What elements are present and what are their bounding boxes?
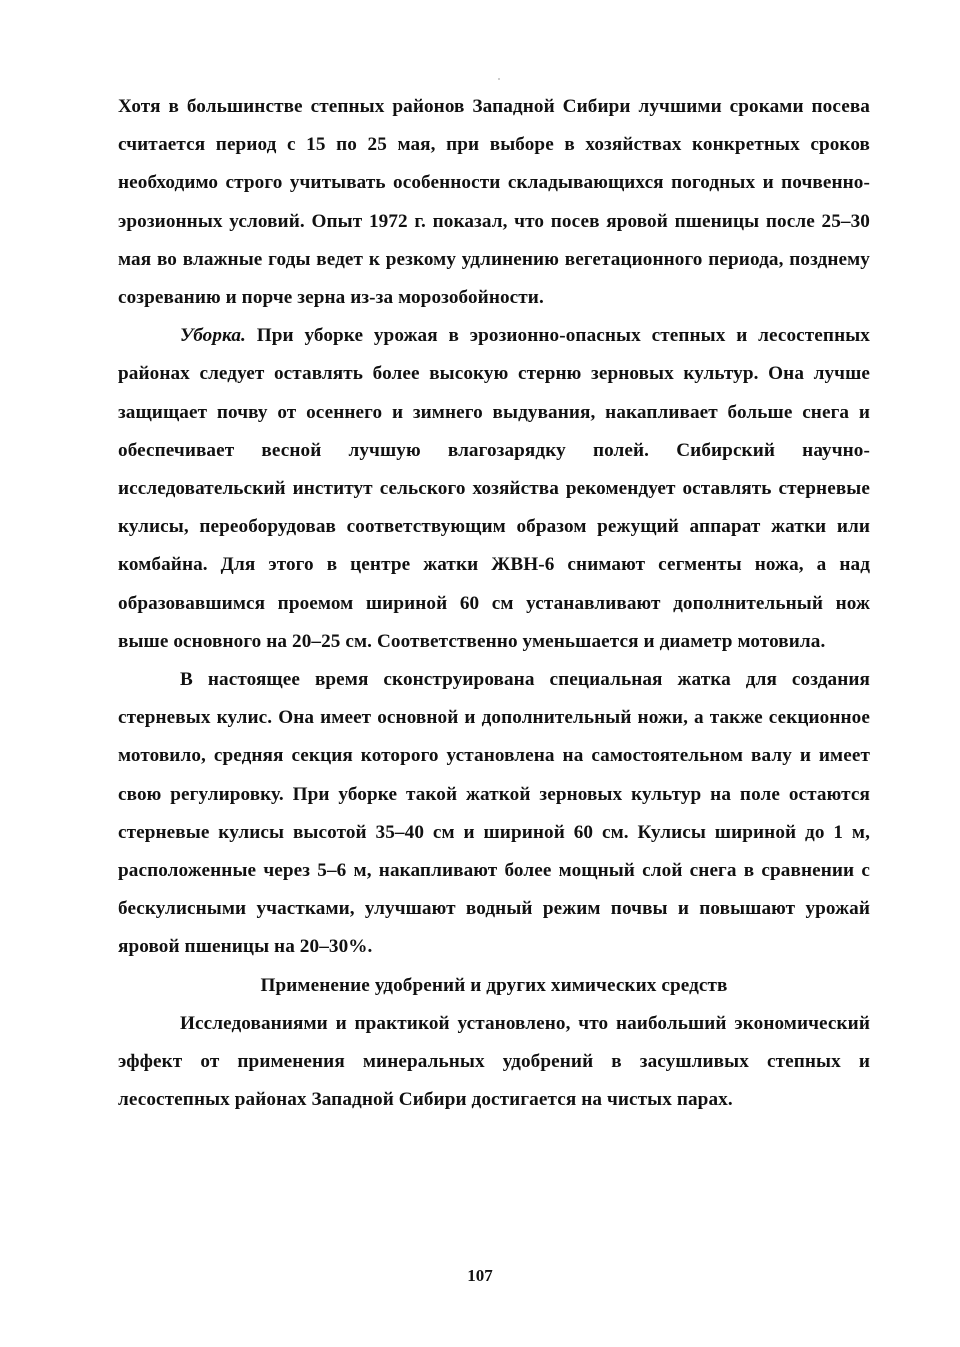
paragraph-sowing-dates: Хотя в большинстве степных районов Западной Сибири лучшими сроками посева считается период с 15 по 25 мая, при выборе в хозяйствах конкретных сроков необходимо строго учитывать особенности складывающихся погодных и почвенно-эрозионных условий. Опыт 1972 г. показал, что посев яровой пшеницы после 25–30 мая во влажные годы ведет к резкому удлинению вегетационного периода, позднему созреванию и порче зерна из-за морозобойности. [118,96,870,309]
paragraph-harvesting-body: При уборке урожая в эрозионно-опасных степных и лесостепных районах следует оставлять более высокую стерню зерновых культур. Она лучше защищает почву от осеннего и зимнего выдувания, накапливает больше снега и обеспечивает весной лучшую влагозарядку полей. Сибирский научно-исследовательский институт сельского хозяйства рекомендует оставлять стерневые кулисы, переоборудовав соответствующим образом режущий аппарат жатки или комбайна. Для этого в центре жатки ЖВН-6 снимают сегменты ножа, а над образовавшимся проемом шириной 60 см устанавливают дополнительный нож выше основного на 20–25 см. Соответственно уменьшается и диаметр мотовила. [118,325,870,652]
scan-speck [498,78,500,80]
page-number: 107 [467,1266,493,1285]
paragraph-harvesting [118,317,870,661]
section-heading: Применение удобрений и других химических средств [260,974,728,996]
paragraph-fertilizers: Исследованиями и практикой установлено, что наибольший экономический эффект от применения минеральных удобрений в засушливых степных и лесостепных районах Западной Сибири достигается на чистых парах. [118,1012,870,1111]
paragraph-special-header: В настоящее время сконструирована специальная жатка для создания стерневых кулис. Она имеет основной и дополнительный ножи, а также секционное мотовило, средняя секция которого установлена на самостоятельном валу и имеет свою регулировку. При уборке такой жаткой зерновых культур на поле остаются стерневые кулисы высотой 35–40 см и шириной 60 см. Кулисы шириной до 1 м, расположенные через 5–6 м, накапливают более мощный слой снега в сравнении с бескулисными участками, улучшают водный режим почвы и повышают урожай яровой пшеницы на 20–30%. [118,669,870,958]
body-text [118,88,870,1119]
paragraph-lead-in: Уборка. [180,325,246,347]
